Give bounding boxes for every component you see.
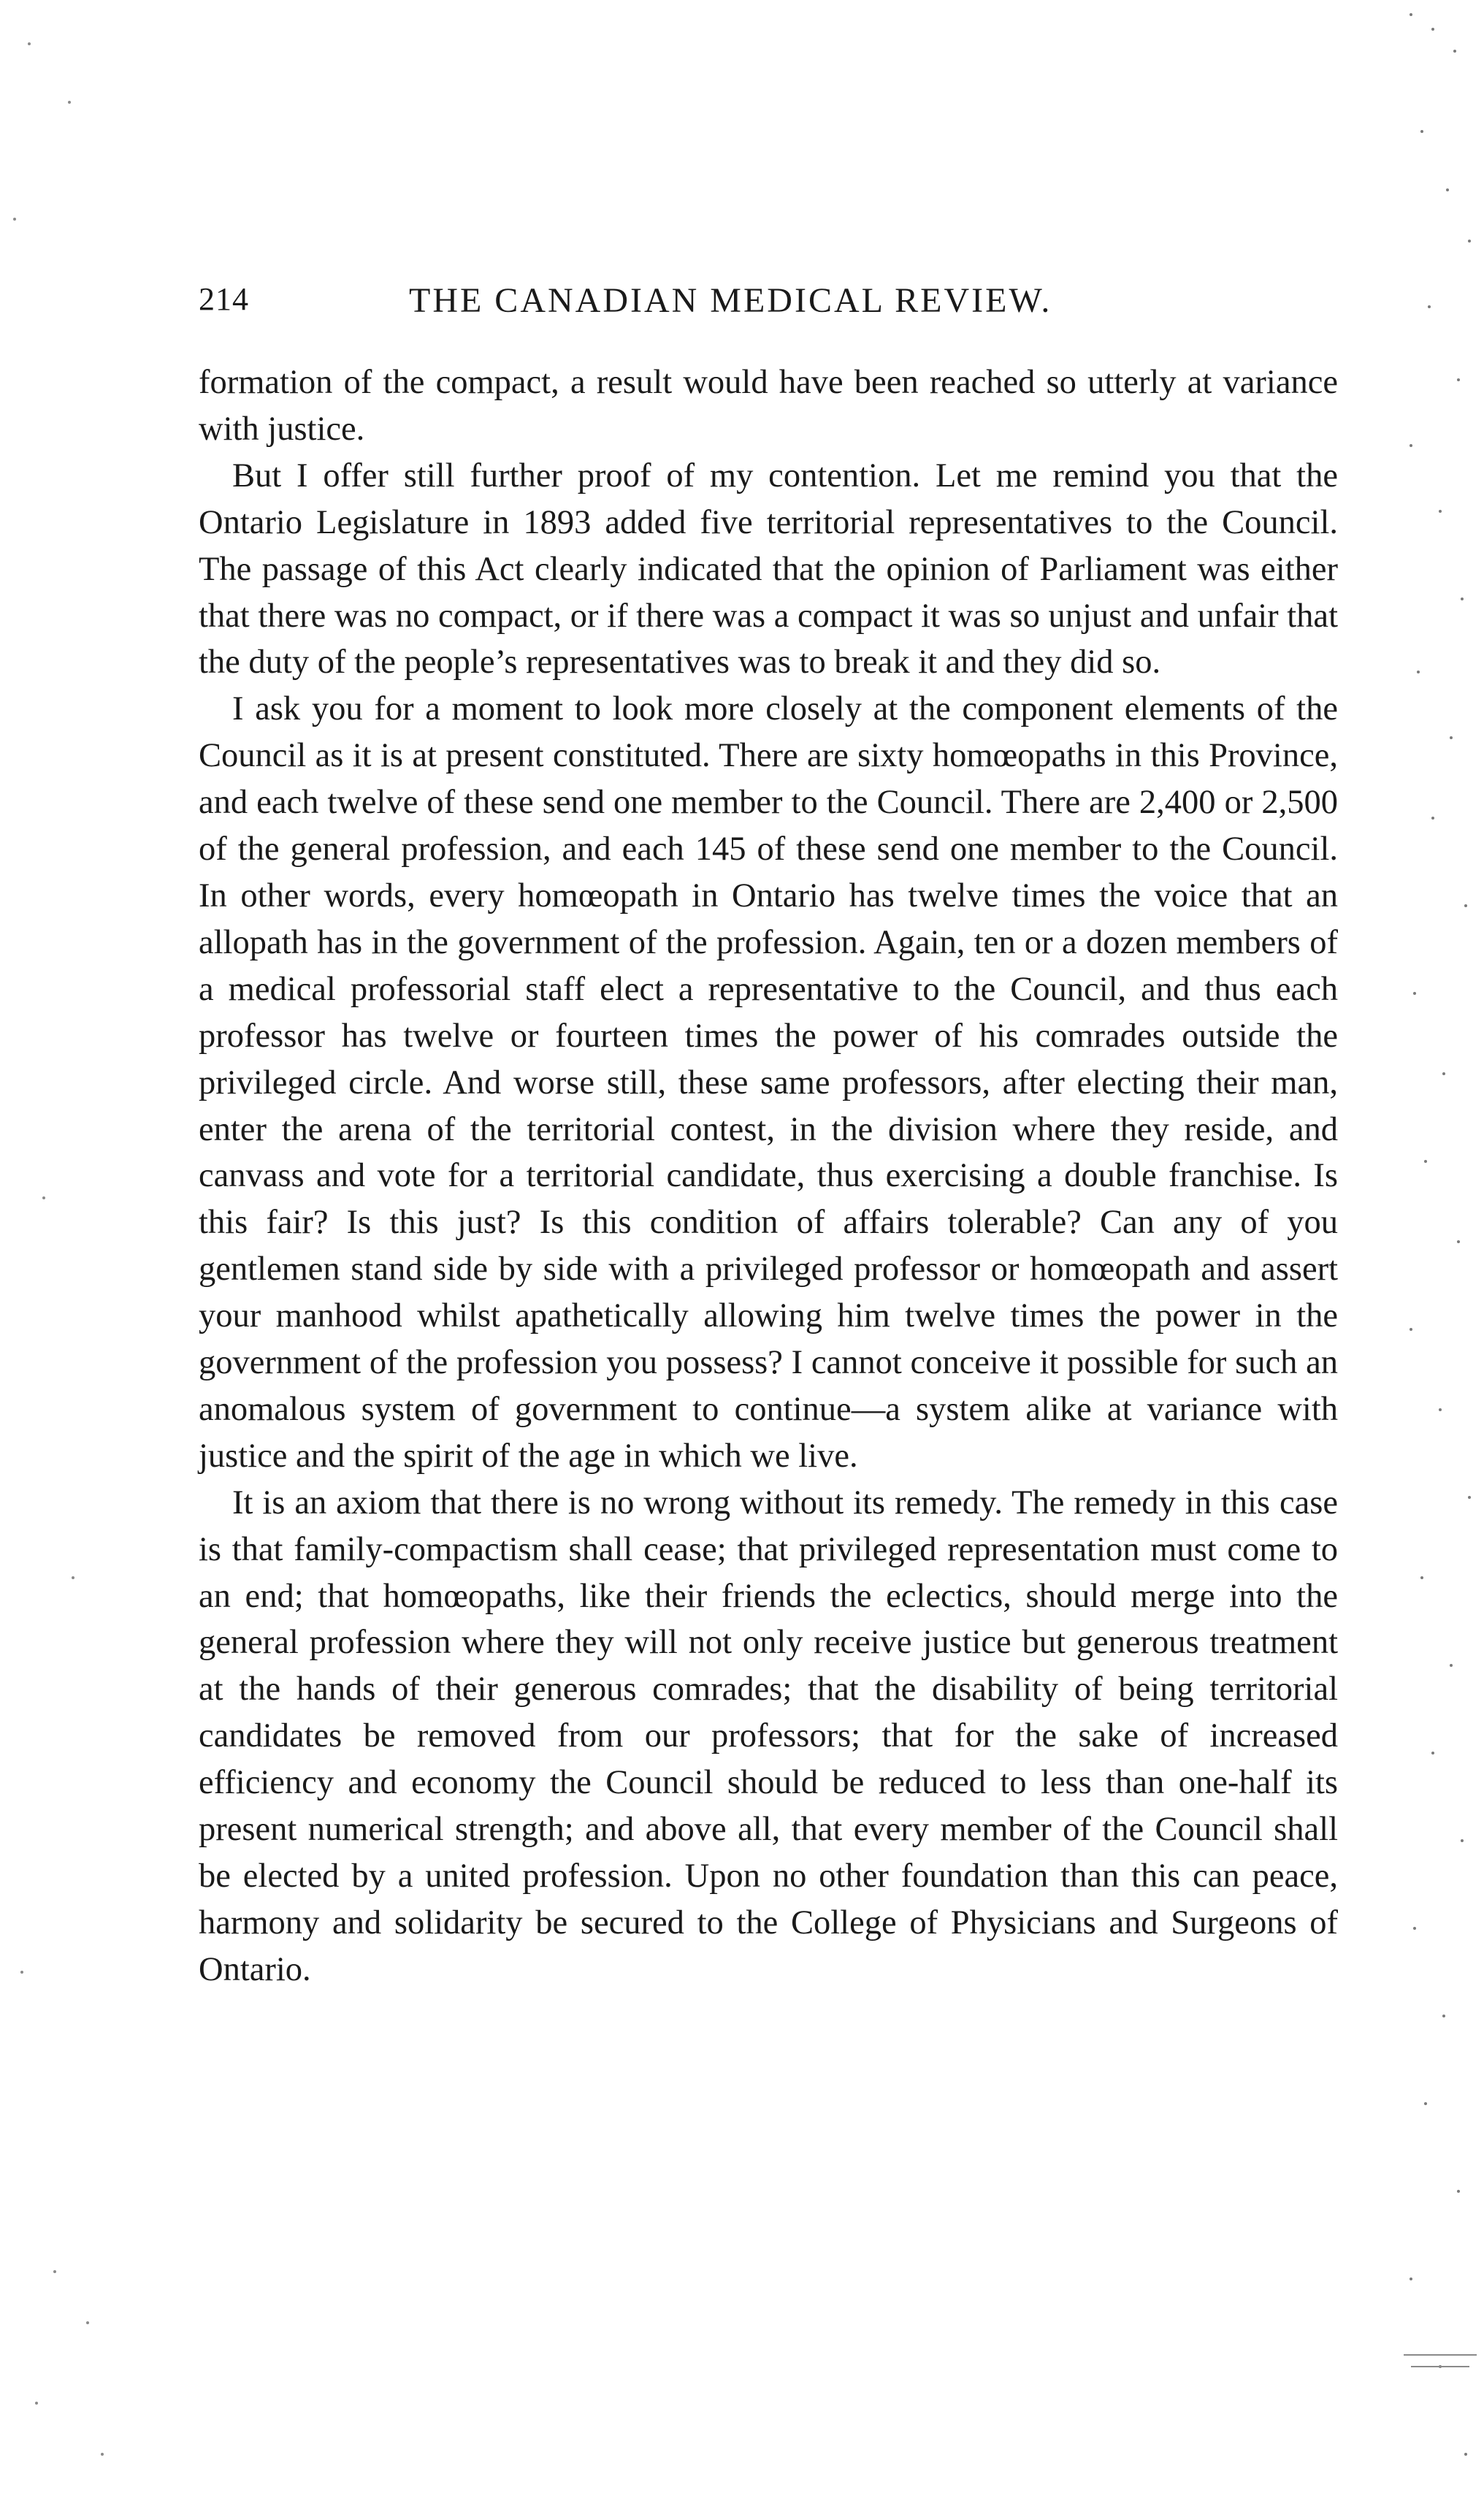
running-head bbox=[199, 280, 1338, 332]
paragraph: I ask you for a moment to look more closely at the component elements of the Council as it is at present constituted. There are sixty homœopaths in this Province, and each twelve of these send one member to the Council. There are 2,400 or 2,500 of the general profession, and each 145 of these send one member to the Council. In other words, every homœopath in Ontario has twelve times the voice that an allopath has in the government of the profession. Again, ten or a dozen members of a medical professorial staff elect a representative to the Council, and thus each professor has twelve or fourteen times the power of his comrades outside the privileged circle. And worse still, these same professors, after electing their man, enter the arena of the territorial contest, in the division where they reside, and canvass and vote for a territorial candidate, thus exercising a double franchise. Is this fair? Is this just? Is this condition of affairs tolerable? Can any of you gentlemen stand side by side with a privileged professor or homœopath and assert your manhood whilst apathetically allowing him twelve times the power in the government of the profession you possess? I cannot conceive it possible for such an anomalous system of government to continue—a system alike at variance with justice and the spirit of the age in which we live. bbox=[199, 690, 1338, 1475]
paragraph: It is an axiom that there is no wrong without its remedy. The remedy in this case is that family-compactism shall cease; that privileged representation must come to an end; that homœopaths, like their friends the eclectics, should merge into the general profession where they will not only receive justice but generous treatment at the hands of their generous comrades; that the disability of being territorial candidates be removed from our professors; that for the sake of increased efficiency and economy the Council should be reduced to less than one-half its present numerical strength; and above all, that every member of the Council shall be elected by a united profession. Upon no other foundation than this can peace, harmony and solidarity be secured to the College of Physicians and Surgeons of Ontario. bbox=[199, 1484, 1338, 1988]
page-number: 214 bbox=[199, 281, 249, 317]
paragraph: formation of the compact, a result would have been reached so utterly at variance with justice. bbox=[199, 364, 1338, 448]
article-body bbox=[199, 359, 1338, 1993]
scan-noise-left bbox=[0, 0, 139, 2501]
journal-title: THE CANADIAN MEDICAL REVIEW. bbox=[409, 281, 1052, 320]
scan-noise-right bbox=[1389, 0, 1484, 2501]
paragraph: But I offer still further proof of my contention. Let me remind you that the Ontario Legislature in 1893 added five territorial representatives to the Council. The passage of this Act clearly indicated that the opinion of Parliament was either that there was no compact, or if there was a compact it was so unjust and unfair that the duty of the people’s representatives was to break it and they did so. bbox=[199, 457, 1338, 681]
